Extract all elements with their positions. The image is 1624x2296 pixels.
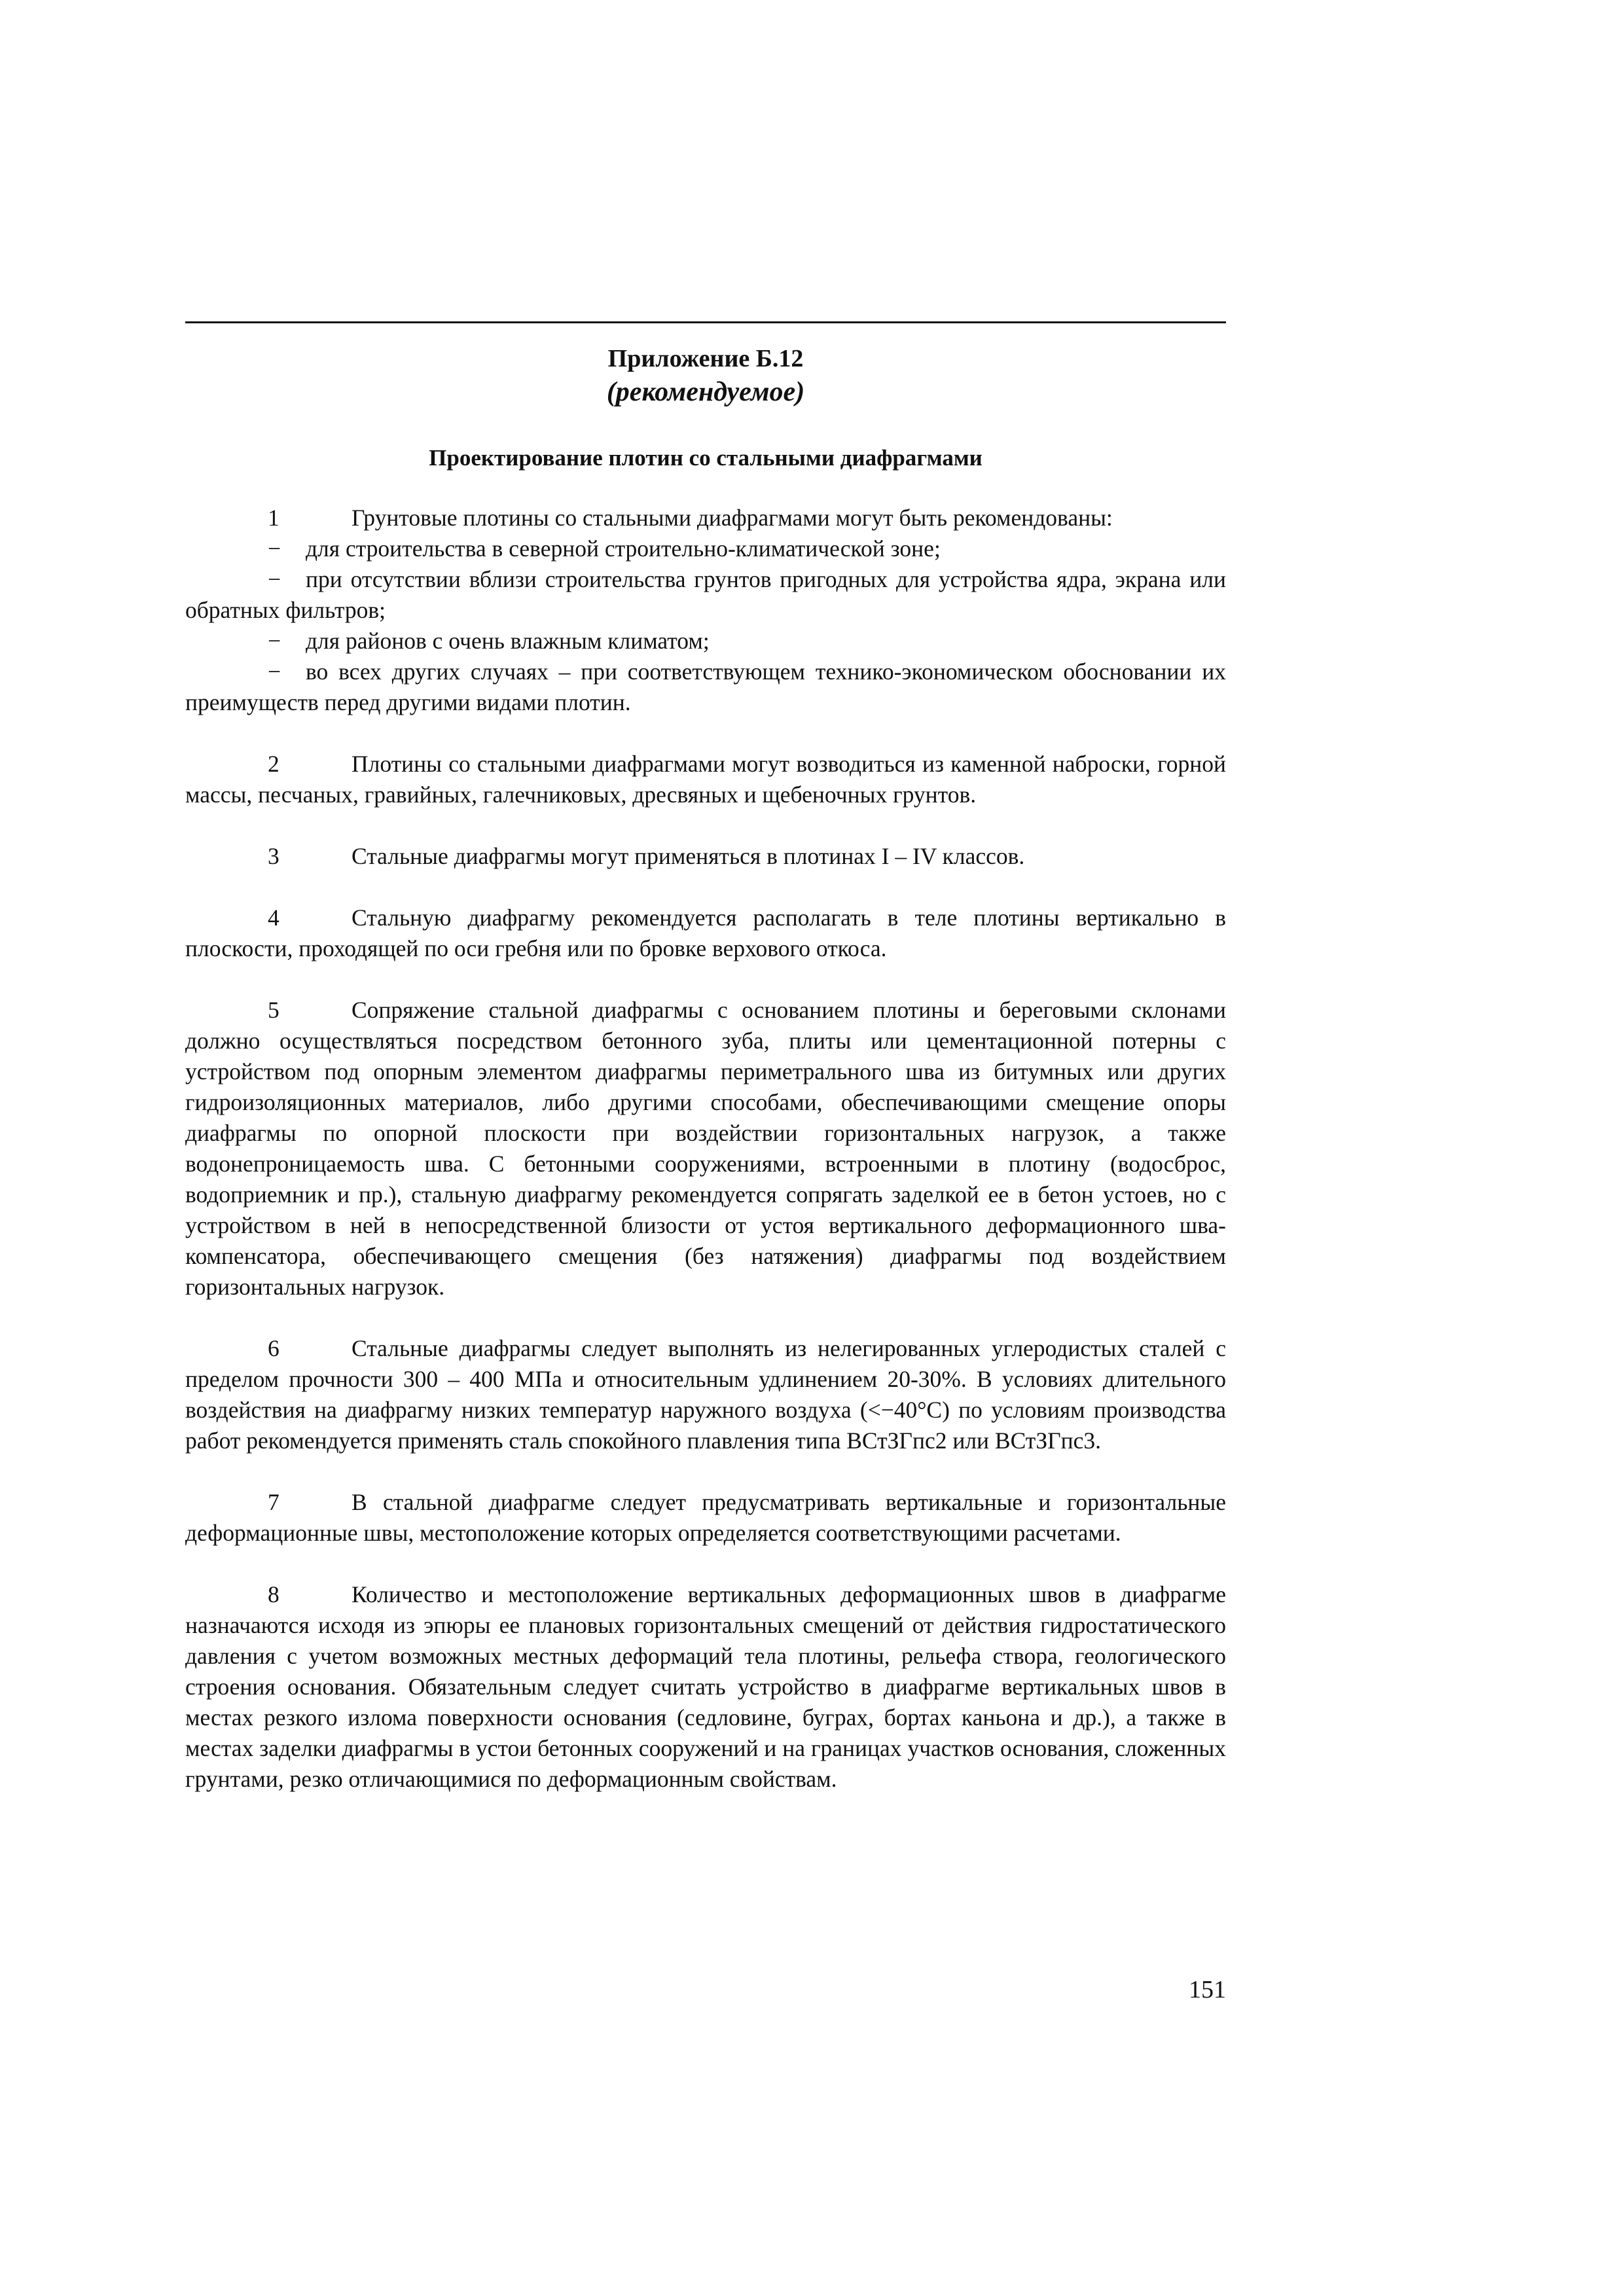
dash-marker: − — [268, 628, 281, 654]
paragraph-2 — [185, 749, 1226, 810]
paragraph-6 — [185, 1333, 1226, 1456]
paragraph-text: Количество и местоположение вертикальных деформационных швов в диафрагме назначаются исходя из эпюры ее плановых горизонтальных смещений от действия гидростатического давления с учетом возможных местных деформаций тела плотины, рельефа створа, геологического строения основания. Обязательным следует считать устройство в диафрагме вертикальных швов в местах резкого излома поверхности основания (седловине, буграх, бортах каньона и др.), а также в местах заделки диафрагмы в устои бетонных сооружений и на границах участков основания, сложенных грунтами, резко отличающимися по деформационным свойствам. — [185, 1581, 1226, 1792]
list-item-text: для районов с очень влажным климатом; — [306, 628, 710, 654]
bullet-list — [185, 533, 1226, 718]
paragraph-7 — [185, 1487, 1226, 1549]
paragraph-text: Сопряжение стальной диафрагмы с основанием плотины и береговыми склонами должно осуществляться посредством бетонного зуба, плиты или цементационной потерны с устройством под опорным элементом диафрагмы периметрального шва из битумных или других гидроизоляционных материалов, либо другими способами, обеспечивающими смещение опоры диафрагмы по опорной плоскости при воздействии горизонтальных нагрузок, а также водонепроницаемость шва. С бетонными сооружениями, встроенными в плотину (водосброс, водоприемник и пр.), стальную диафрагму рекомендуется сопрягать заделкой ее в бетон устоев, но с устройством в ней в непосредственной близости от устоя вертикального деформационного шва-компенсатора, обеспечивающего смещения (без натяжения) диафрагмы под воздействием горизонтальных нагрузок. — [185, 997, 1226, 1300]
list-item — [185, 564, 1226, 626]
dash-marker: − — [268, 535, 281, 562]
section-title: Проектирование плотин со стальными диафрагмами — [429, 445, 983, 471]
paragraph-number: 1 — [268, 505, 280, 531]
dash-marker: − — [268, 566, 281, 592]
paragraph-3 — [185, 841, 1226, 872]
list-item — [185, 533, 1226, 564]
paragraph-text: Стальные диафрагмы следует выполнять из нелегированных углеродистых сталей с пределом прочности 300 – 400 МПа и относительным удлинением 20-30%. В условиях длительного воздействия на диафрагму низких температур наружного воздуха (<−40°С) по условиям производства работ рекомендуется применять сталь спокойного плавления типа ВСтЗГпс2 или ВСтЗГпс3. — [185, 1335, 1226, 1454]
list-item — [185, 626, 1226, 656]
header-rule — [185, 321, 1226, 323]
appendix-heading — [185, 344, 1226, 410]
paragraph-text: Стальные диафрагмы могут применяться в плотинах I – IV классов. — [352, 843, 1025, 869]
paragraph-number: 8 — [268, 1581, 280, 1607]
paragraph-number: 4 — [268, 905, 280, 931]
paragraph-1 — [185, 503, 1226, 533]
paragraph-number: 3 — [268, 843, 280, 869]
list-item — [185, 656, 1226, 718]
paragraph-number: 6 — [268, 1335, 280, 1361]
paragraph-text: Стальную диафрагму рекомендуется располагать в теле плотины вертикально в плоскости, проходящей по оси гребня или по бровке верхового откоса. — [185, 905, 1226, 961]
appendix-title: Приложение Б.12 — [607, 345, 804, 372]
paragraph-number: 5 — [268, 997, 280, 1023]
paragraph-text: В стальной диафрагме следует предусматривать вертикальные и горизонтальные деформационные швы, местоположение которых определяется соответствующими расчетами. — [185, 1489, 1226, 1546]
paragraph-text: Плотины со стальными диафрагмами могут возводиться из каменной наброски, горной массы, песчаных, гравийных, галечниковых, дресвяных и щебеночных грунтов. — [185, 751, 1226, 808]
paragraph-5 — [185, 995, 1226, 1302]
list-item-text: при отсутствии вблизи строительства грунтов пригодных для устройства ядра, экрана или обратных фильтров; — [185, 566, 1226, 623]
dash-marker: − — [268, 658, 281, 685]
list-item-text: для строительства в северной строительно-климатической зоне; — [306, 535, 941, 562]
paragraph-8 — [185, 1579, 1226, 1795]
list-item-text: во всех других случаях – при соответствующем технико-экономическом обосновании их преимуществ перед другими видами плотин. — [185, 658, 1226, 715]
paragraph-number: 2 — [268, 751, 280, 777]
appendix-note: (рекомендуемое) — [606, 377, 805, 407]
paragraph-number: 7 — [268, 1489, 280, 1515]
document-body — [185, 503, 1226, 1825]
paragraph-text: Грунтовые плотины со стальными диафрагмами могут быть рекомендованы: — [352, 505, 1113, 531]
page-number: 151 — [1189, 1976, 1226, 2003]
paragraph-4 — [185, 903, 1226, 964]
